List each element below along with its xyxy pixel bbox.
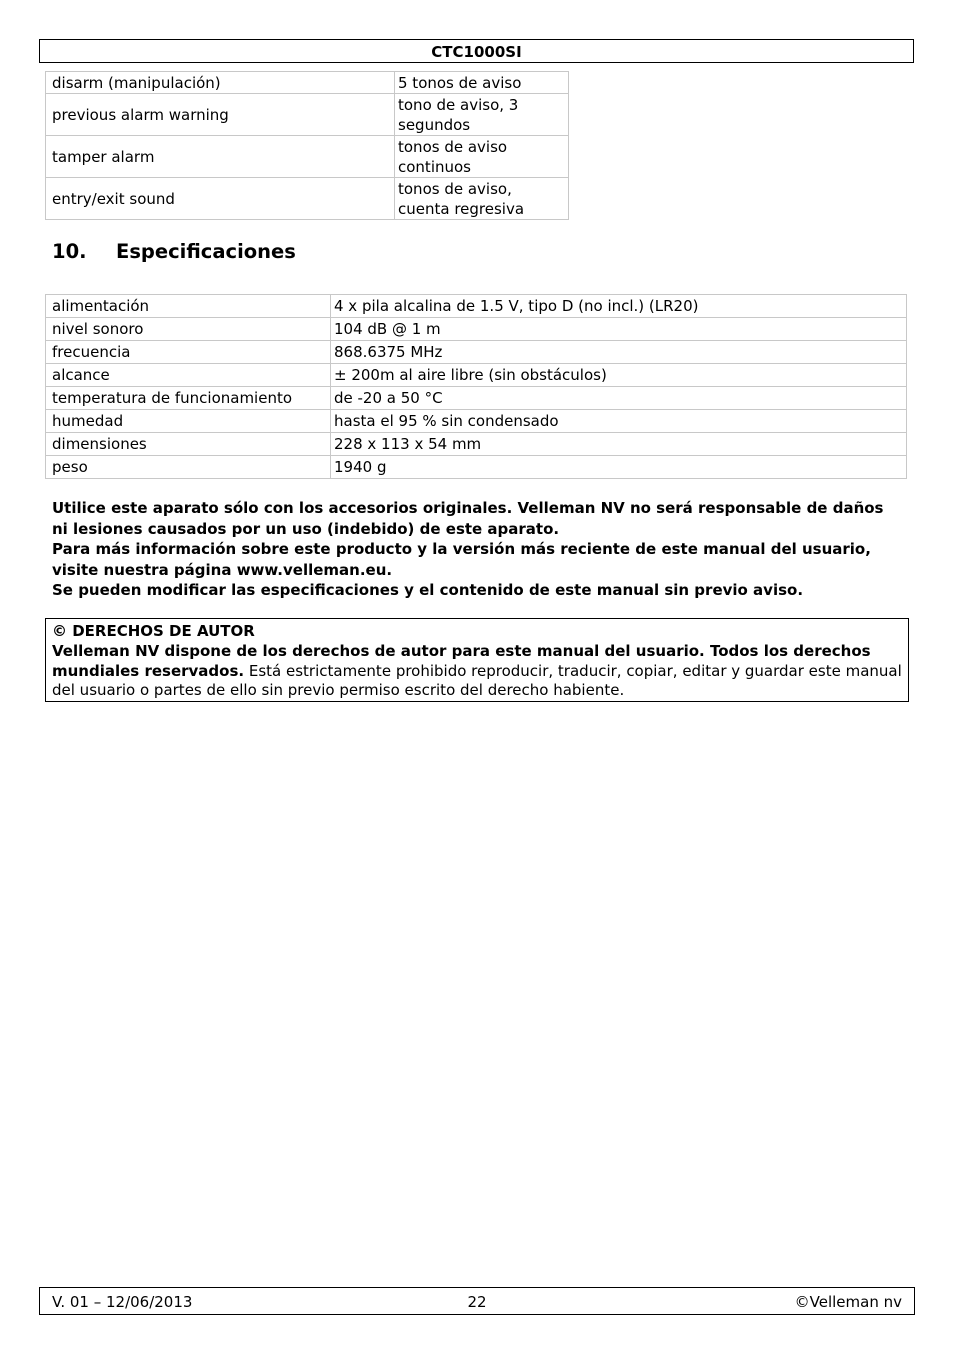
model-name: CTC1000SI <box>431 43 522 61</box>
table-row <box>46 136 569 178</box>
table-row <box>46 295 907 318</box>
table-row <box>46 94 569 136</box>
page-footer <box>39 1287 915 1315</box>
table-cell-event: tamper alarm <box>46 136 395 178</box>
table-row <box>46 410 907 433</box>
table-row <box>46 318 907 341</box>
footer-company: ©Velleman nv <box>794 1293 902 1311</box>
spec-value: 104 dB @ 1 m <box>331 318 907 341</box>
spec-label: peso <box>46 456 331 479</box>
table-row <box>46 433 907 456</box>
section-number: 10. <box>52 240 87 263</box>
copyright-body <box>52 642 902 701</box>
spec-value: ± 200m al aire libre (sin obstáculos) <box>331 364 907 387</box>
section-title: Especificaciones <box>116 240 296 263</box>
specifications-table <box>45 294 907 479</box>
spec-value: de -20 a 50 °C <box>331 387 907 410</box>
footer-version: V. 01 – 12/06/2013 <box>52 1293 193 1311</box>
table-row <box>46 341 907 364</box>
spec-value: hasta el 95 % sin condensado <box>331 410 907 433</box>
alarm-sound-table <box>45 71 569 220</box>
table-cell-event: previous alarm warning <box>46 94 395 136</box>
spec-value: 4 x pila alcalina de 1.5 V, tipo D (no incl.) (LR20) <box>331 295 907 318</box>
table-cell-sound: tonos de aviso, cuenta regresiva <box>395 178 569 220</box>
spec-value: 1940 g <box>331 456 907 479</box>
notice-block <box>52 498 902 601</box>
table-cell-sound: 5 tonos de aviso <box>395 72 569 94</box>
spec-label: dimensiones <box>46 433 331 456</box>
section-heading <box>52 240 296 263</box>
spec-label: alimentación <box>46 295 331 318</box>
notice-changes: Se pueden modificar las especificaciones y el contenido de este manual sin previo aviso. <box>52 581 804 599</box>
spec-value: 868.6375 MHz <box>331 341 907 364</box>
spec-label: alcance <box>46 364 331 387</box>
table-row <box>46 387 907 410</box>
table-row <box>46 72 569 94</box>
spec-label: temperatura de funcionamiento <box>46 387 331 410</box>
notice-more-info: Para más información sobre este producto y la versión más reciente de este manual del usuario, visite nuestra página www.velleman.eu. <box>52 540 871 579</box>
table-row <box>46 178 569 220</box>
notice-liability: Utilice este aparato sólo con los accesorios originales. Velleman NV no será responsable de daños ni lesiones causados por un uso (indebido) de este aparato. <box>52 499 884 538</box>
spec-label: nivel sonoro <box>46 318 331 341</box>
table-cell-sound: tonos de aviso continuos <box>395 136 569 178</box>
table-row <box>46 456 907 479</box>
copyright-box <box>45 618 909 702</box>
copyright-bold-text: Velleman NV dispone de los derechos de autor para este manual del usuario. Todos los derechos mundiales reservados. <box>52 641 871 680</box>
copyright-heading: © DERECHOS DE AUTOR <box>52 622 255 640</box>
spec-label: humedad <box>46 410 331 433</box>
spec-label: frecuencia <box>46 341 331 364</box>
table-row <box>46 364 907 387</box>
table-cell-sound: tono de aviso, 3 segundos <box>395 94 569 136</box>
table-cell-event: entry/exit sound <box>46 178 395 220</box>
page-header <box>39 39 914 63</box>
table-cell-event: disarm (manipulación) <box>46 72 395 94</box>
spec-value: 228 x 113 x 54 mm <box>331 433 907 456</box>
copyright-text: Está estrictamente prohibido reproducir, traducir, copiar, editar y guardar este manual del usuario o partes de ello sin previo permiso escrito del derecho habiente. <box>52 661 902 700</box>
footer-page-number: 22 <box>467 1293 487 1311</box>
